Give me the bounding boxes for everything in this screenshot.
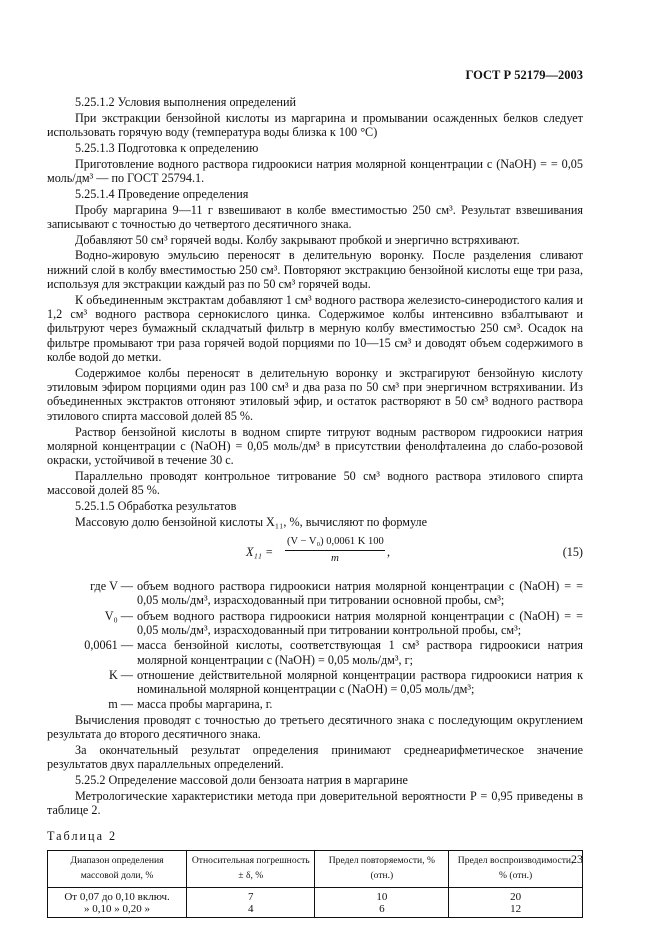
table-cell: От 0,07 до 0,10 включ.: [48, 887, 187, 903]
formula-comma: ,: [387, 545, 391, 560]
section-heading: 5.25.1.2 Условия выполнения определений: [75, 95, 297, 109]
paragraph: Параллельно проводят контрольное титрование 50 см³ водного раствора этилового спирта массовой долей 85 %.: [47, 468, 583, 498]
table-cell: 10: [315, 887, 449, 903]
table-cell: 7: [187, 887, 315, 903]
paragraph: Добавляют 50 см³ горячей воды. Колбу закрывают пробкой и энергично встряхивают.: [75, 232, 520, 247]
table-cell: 20: [449, 887, 583, 903]
document-header: ГОСТ Р 52179—2003: [465, 68, 583, 82]
table-header-cell: Предел повторяемости, % (отн.): [315, 850, 449, 887]
definition-item: [47, 638, 583, 667]
table-cell: 12: [449, 903, 583, 918]
formula-15: [47, 533, 583, 577]
section-heading: 5.25.1.5 Обработка результатов: [75, 499, 237, 514]
definition-text: отношение действительной молярной концентрации раствора гидроокиси натрия к номинальной молярной концентрации c (NaOH) = 0,05 моль/дм³;: [137, 667, 583, 697]
formula-numerator: (V − V₀) 0,0061 K 100: [285, 535, 385, 551]
definition-symbol: 0,0061 —: [84, 638, 133, 653]
section-heading: 5.25.1.4 Проведение определения: [75, 186, 249, 201]
page-body: [47, 95, 583, 918]
definition-text: объем водного раствора гидроокиси натрия молярной концентрации c (NaOH) = = 0,05 моль/дм³, израсходованный при титровании контрольной пробы, см³;: [137, 608, 583, 637]
page-number: 23: [571, 852, 583, 866]
table-cell: 4: [187, 903, 315, 918]
table-2: [47, 850, 583, 918]
table-cell: 6: [315, 903, 449, 918]
tail-blocks: [47, 713, 583, 818]
formula-fraction: [285, 535, 385, 566]
formula-number: (15): [562, 545, 583, 560]
definition-text: объем водного раствора гидроокиси натрия молярной концентрации c (NaOH) = = 0,05 моль/дм³, израсходованный при титровании основной пробы, см³;: [137, 579, 583, 608]
definition-text: масса бензойной кислоты, соответствующая 1 см³ раствора гидроокиси натрия молярной концентрации c (NaOH) = 0,05 моль/дм³, г;: [137, 638, 583, 667]
definition-item: [47, 609, 583, 638]
definition-symbol: V₀ —: [104, 608, 133, 623]
table-header-cell: Предел воспроизводимости, % (отн.): [449, 850, 583, 887]
formula-lhs: X₁₁ =: [246, 545, 274, 560]
table-caption: Таблица 2: [47, 829, 118, 844]
definition-symbol: m —: [108, 697, 133, 712]
section-heading: 5.25.2 Определение массовой доли бензоата натрия в маргарине: [75, 772, 408, 787]
table-cell: » 0,10 » 0,20 »: [48, 903, 187, 918]
paragraph: При экстракции бензойной кислоты из маргарина и промывании осажденных белков следует использовать горячую воду (температура воды близка к 100 °С): [47, 110, 583, 140]
paragraph: Содержимое колбы переносят в делительную воронку и экстрагируют бензойную кислоту этиловым эфиром порциями один раз 100 см³ и два раза по 50 см³ при энергичном встряхивании. Из объединенных экстрактов отгоняют этиловый эфир, и остаток растворяют в 50 см³ водного раствора этилового спирта массовой долей 85 %.: [47, 365, 583, 423]
definition-symbol: где V —: [90, 579, 133, 594]
paragraph: К объединенным экстрактам добавляют 1 см³ водного раствора железисто-синеродистого калия и 1,2 см³ водного раствора сернокислого цинка. Содержимое колбы интенсивно взбалтывают и фильтруют через бумажный складчатый фильтр в мерную колбу вместимостью 250 см³. Осадок на фильтре промывают три раза горячей водой порциями по 10—15 см³ и доводят объем содержимого в колбе водой до метки.: [47, 292, 583, 365]
paragraph: Раствор бензойной кислоты в водном спирте титруют водным раствором гидроокиси натрия молярной концентрации c (NaOH) = 0,05 моль/дм³ в присутствии фенолфталеина до слабо-розовой окраски, устойчивой в течение 30 с.: [47, 424, 583, 468]
definition-text: масса пробы маргарина, г.: [137, 697, 273, 712]
formula-denominator: m: [331, 552, 339, 565]
text-blocks: [47, 95, 583, 529]
definitions-list: [47, 579, 583, 712]
definition-item: [47, 697, 583, 711]
definition-symbol: K —: [108, 667, 133, 682]
table-row: [48, 887, 583, 903]
paragraph: Приготовление водного раствора гидроокиси натрия молярной концентрации c (NaOH) = = 0,05 моль/дм³ — по ГОСТ 25794.1.: [47, 156, 583, 185]
section-heading: 5.25.1.3 Подготовка к определению: [75, 140, 259, 155]
definition-item: [47, 668, 583, 697]
table-header-cell: Относительная погрешность ± δ, %: [187, 850, 315, 887]
paragraph: Пробу маргарина 9—11 г взвешивают в колбе вместимостью 250 см³. Результат взвешивания записывают с точностью до четвертого десятичного знака.: [47, 202, 583, 231]
table-row: [48, 903, 583, 918]
paragraph: Вычисления проводят с точностью до третьего десятичного знака с последующим округлением результата до второго десятичного знака.: [47, 712, 583, 742]
paragraph: За окончательный результат определения принимают среднеарифметическое значение результатов двух параллельных определений.: [47, 742, 583, 772]
paragraph: Метрологические характеристики метода при доверительной вероятности P = 0,95 приведены в таблице 2.: [47, 788, 583, 818]
paragraph: Водно-жировую эмульсию переносят в делительную воронку. После разделения сливают нижний слой в колбу вместимостью 250 см³. Повторяют экстракцию бензойной кислоты еще три раза, используя для экстракции каждый раз по 50 см³ горячей воды.: [47, 248, 583, 292]
definition-item: [47, 579, 583, 608]
paragraph: Массовую долю бензойной кислоты X₁₁, %, вычисляют по формуле: [75, 514, 428, 529]
table-header-cell: Диапазон определения массовой доли, %: [48, 850, 187, 887]
table-header-row: [48, 850, 583, 887]
